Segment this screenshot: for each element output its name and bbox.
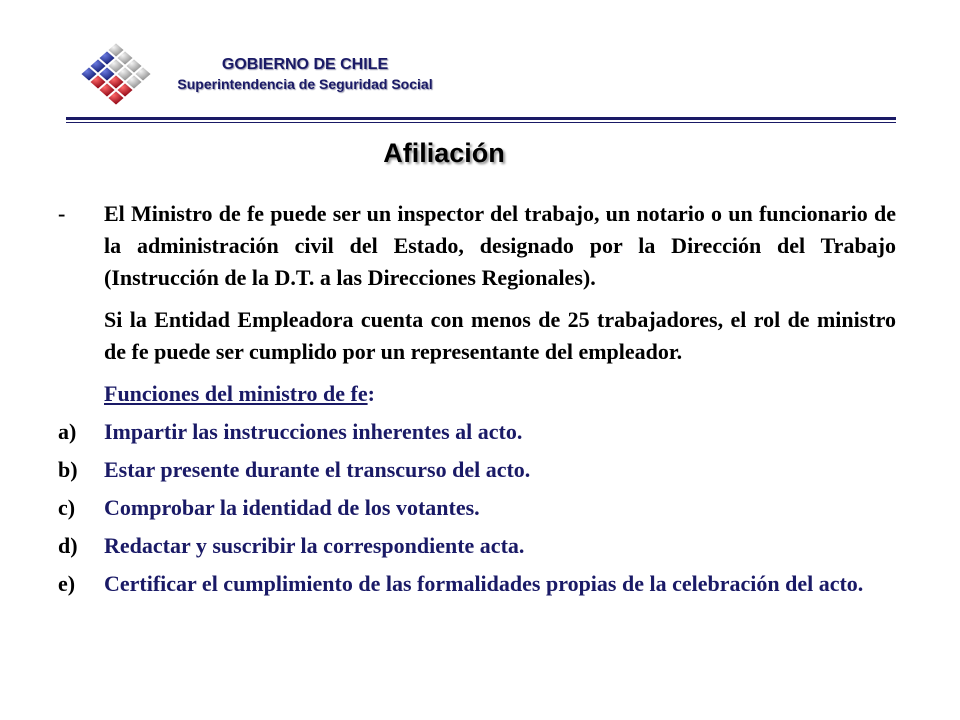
- list-item: [58, 454, 896, 486]
- paragraph-2: [58, 304, 896, 368]
- functions-heading-row: [58, 378, 896, 410]
- list-item-text: Certificar el cumplimiento de las formalidades propias de la celebración del acto.: [104, 571, 864, 596]
- list-item-text: Redactar y suscribir la correspondiente acta.: [104, 533, 525, 558]
- org-subtitle: Superintendencia de Seguridad Social: [177, 76, 433, 92]
- paragraph-text: El Ministro de fe puede ser un inspector del trabajo, un notario o un funcionario de la administración civil del Estado, designado por la Dirección del Trabajo (Instrucción de la D.T. a las Direcciones Regionales).: [104, 201, 896, 290]
- list-marker: a): [58, 419, 77, 444]
- list-item-text: Impartir las instrucciones inherentes al acto.: [104, 419, 523, 444]
- slide-body: [58, 198, 896, 600]
- list-item: [58, 568, 896, 600]
- list-marker: e): [58, 571, 76, 596]
- bullet-dash: -: [58, 201, 66, 226]
- list-marker: d): [58, 533, 78, 558]
- page-title: Afiliación: [383, 138, 505, 168]
- paragraph-1: [58, 198, 896, 294]
- list-marker: c): [58, 495, 76, 520]
- list-item: [58, 492, 896, 524]
- functions-heading-colon: :: [367, 381, 375, 406]
- list-marker: b): [58, 457, 78, 482]
- header-rule: [66, 117, 896, 123]
- list-item: [58, 416, 896, 448]
- functions-heading: Funciones del ministro de fe: [104, 381, 368, 406]
- paragraph-text: Si la Entidad Empleadora cuenta con menos de 25 trabajadores, el rol de ministro de fe puede ser cumplido por un representante del empleador.: [104, 307, 896, 364]
- list-item: [58, 530, 896, 562]
- list-item-text: Estar presente durante el transcurso del acto.: [104, 457, 531, 482]
- org-name: GOBIERNO DE CHILE: [221, 56, 389, 73]
- list-item-text: Comprobar la identidad de los votantes.: [104, 495, 480, 520]
